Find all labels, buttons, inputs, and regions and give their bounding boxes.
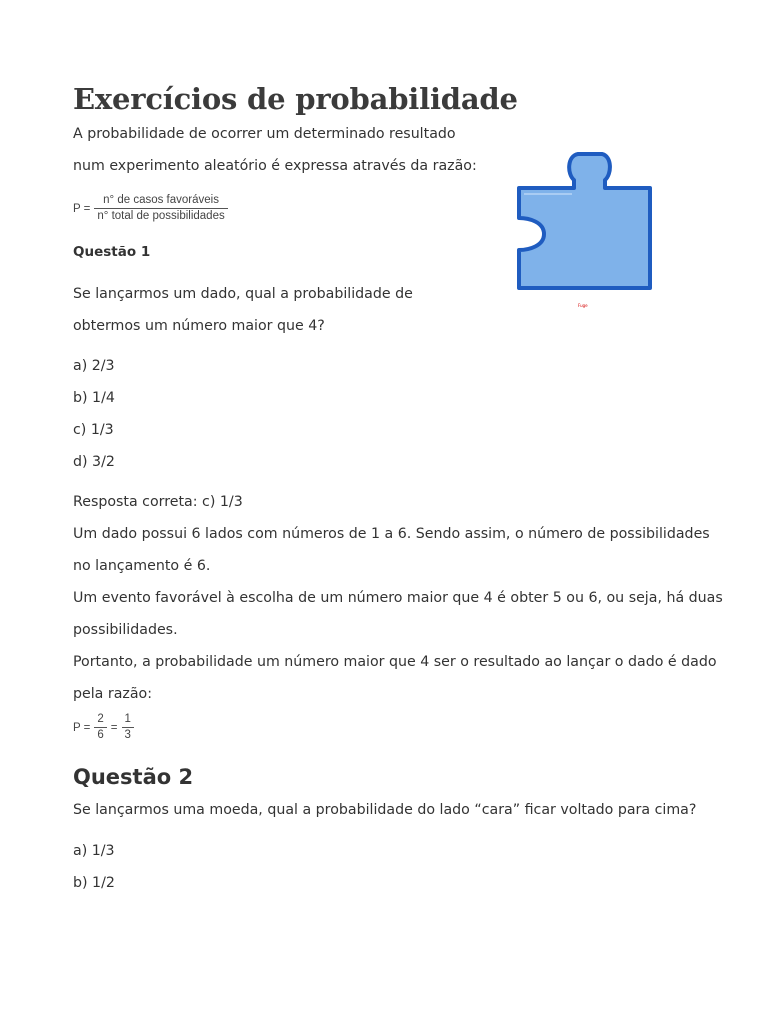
intro-line-2: num experimento aleatório é expressa através da razão:: [73, 158, 477, 174]
formula-numerator: n° de casos favoráveis: [103, 194, 219, 206]
question-1-option-b: b) 1/4: [73, 390, 115, 406]
question-1-option-a: a) 2/3: [73, 358, 115, 374]
question-1-option-d: d) 3/2: [73, 454, 115, 470]
explanation-line-4: possibilidades.: [73, 622, 178, 638]
question-2-option-a: a) 1/3: [73, 843, 115, 859]
fraction-two-sixths: [94, 713, 106, 742]
fraction-denominator: 3: [122, 727, 134, 742]
question-2-heading: Questão 2: [73, 765, 194, 789]
page-title: Exercícios de probabilidade: [73, 82, 518, 116]
fraction-numerator: 1: [124, 713, 131, 725]
explanation-line-1: Um dado possui 6 lados com números de 1 a 6. Sendo assim, o número de possibilidades: [73, 526, 710, 542]
question-1-option-c: c) 1/3: [73, 422, 114, 438]
formula-fraction: [94, 194, 227, 223]
formula-lhs: P =: [73, 721, 91, 734]
explanation-line-5: Portanto, a probabilidade um número maior que 4 ser o resultado ao lançar o dado é dado: [73, 654, 717, 670]
question-2-prompt: Se lançarmos uma moeda, qual a probabilidade do lado “cara” ficar voltado para cima?: [73, 802, 697, 818]
question-1-prompt-line-2: obtermos um número maior que 4?: [73, 318, 325, 334]
explanation-line-6: pela razão:: [73, 686, 153, 702]
question-1-prompt-line-1: Se lançarmos um dado, qual a probabilidade de: [73, 286, 413, 302]
formula-denominator: n° total de possibilidades: [94, 208, 227, 223]
question-1-formula: [73, 713, 138, 742]
question-1-heading: Questão 1: [73, 244, 151, 260]
formula-lhs: P =: [73, 202, 91, 215]
explanation-line-3: Um evento favorável à escolha de um número maior que 4 é obter 5 ou 6, ou seja, há duas: [73, 590, 723, 606]
image-caption: Fuge: [578, 303, 588, 308]
puzzle-piece-icon: [512, 150, 662, 300]
question-2-option-b: b) 1/2: [73, 875, 115, 891]
fraction-one-third: [122, 713, 134, 742]
question-1-answer: Resposta correta: c) 1/3: [73, 494, 243, 510]
equals-sign: =: [110, 721, 118, 734]
general-probability-formula: [73, 194, 232, 223]
intro-line-1: A probabilidade de ocorrer um determinado resultado: [73, 126, 456, 142]
fraction-denominator: 6: [94, 727, 106, 742]
explanation-line-2: no lançamento é 6.: [73, 558, 211, 574]
fraction-numerator: 2: [97, 713, 104, 725]
